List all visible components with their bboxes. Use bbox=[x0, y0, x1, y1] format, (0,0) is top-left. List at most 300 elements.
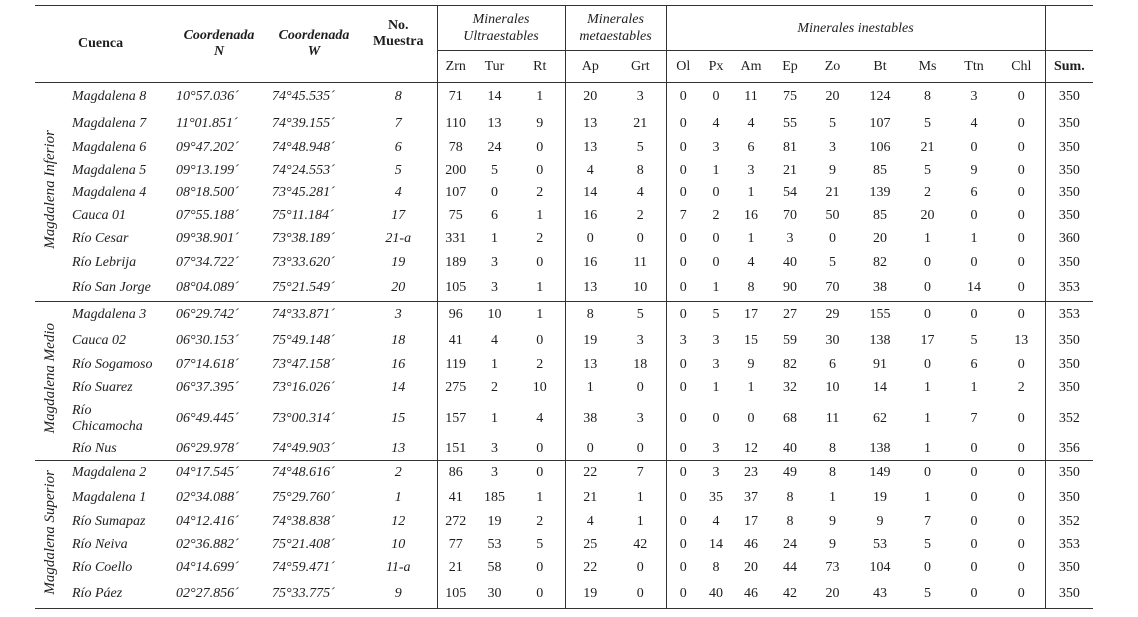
cell-grt: 4 bbox=[636, 185, 644, 200]
cell-ttn: 0 bbox=[970, 208, 978, 223]
header-minerales-ultraestables bbox=[437, 6, 565, 51]
cell-bt: 62 bbox=[873, 410, 888, 426]
cell-sum: 350 bbox=[1045, 182, 1093, 205]
cell-ap: 19 bbox=[565, 329, 615, 353]
group-label-cell bbox=[35, 302, 65, 461]
cell-coordenada-n: 07°55.188´ bbox=[176, 208, 239, 223]
table-row bbox=[35, 534, 1093, 556]
cell-ms: 8 bbox=[924, 89, 932, 105]
header-ultraestables-line2: Ultraestables bbox=[463, 29, 539, 44]
cell-ap: 21 bbox=[565, 486, 615, 510]
cell-coordenada-n: 10°57.036´ bbox=[176, 89, 239, 105]
cell-zo: 8 bbox=[810, 439, 855, 461]
header-sum-spacer bbox=[1045, 6, 1093, 51]
table-row bbox=[35, 377, 1093, 399]
cell-chl: 0 bbox=[998, 439, 1045, 461]
cell-px: 3 bbox=[712, 465, 720, 481]
cell-ms: 0 bbox=[924, 560, 932, 575]
cell-am: 4 bbox=[747, 255, 755, 270]
cell-tur: 1 bbox=[491, 356, 498, 372]
cell-coordenada-w: 74°49.903´ bbox=[268, 439, 360, 461]
cell-sum: 360 bbox=[1045, 228, 1093, 251]
cell-coordenada-n: 09°47.202´ bbox=[176, 140, 239, 155]
cell-px: 4 bbox=[712, 513, 720, 529]
cell-coordenada-n: 02°27.856´ bbox=[170, 581, 268, 609]
cell-muestra: 6 bbox=[394, 140, 402, 155]
cell-zo: 20 bbox=[810, 581, 855, 609]
cell-cuenca: Río Coello bbox=[72, 560, 133, 575]
cell-chl: 13 bbox=[1014, 332, 1029, 348]
cell-coordenada-w: 75°21.408´ bbox=[272, 536, 335, 552]
cell-ap: 22 bbox=[565, 461, 615, 486]
cell-sum: 350 bbox=[1045, 581, 1093, 609]
cell-ol: 0 bbox=[666, 182, 700, 205]
cell-ol: 0 bbox=[666, 137, 700, 160]
cell-ep: 42 bbox=[770, 581, 810, 609]
cell-tur: 30 bbox=[474, 581, 515, 609]
header-px: Px bbox=[700, 51, 732, 83]
header-coordenada-w-line2: W bbox=[307, 44, 321, 59]
cell-rt: 5 bbox=[536, 536, 544, 552]
cell-bt: 38 bbox=[855, 276, 905, 302]
cell-zo: 5 bbox=[829, 255, 837, 270]
cell-ttn: 3 bbox=[970, 89, 978, 105]
cell-ap: 0 bbox=[565, 439, 615, 461]
cell-cuenca: Río Lebrija bbox=[72, 255, 137, 270]
cell-grt: 42 bbox=[633, 536, 648, 552]
cell-ep: 44 bbox=[783, 560, 798, 575]
cell-cuenca: Río Sogamoso bbox=[72, 356, 153, 372]
cell-coordenada-w: 74°38.838´ bbox=[272, 513, 335, 529]
header-ttn: Ttn bbox=[950, 51, 998, 83]
cell-chl: 0 bbox=[1017, 356, 1025, 372]
cell-muestra: 12 bbox=[391, 513, 406, 529]
cell-ms: 0 bbox=[924, 356, 932, 372]
table-row bbox=[35, 329, 1093, 353]
cell-rt: 2 bbox=[536, 231, 544, 246]
cell-coordenada-n: 04°14.699´ bbox=[176, 560, 239, 575]
header-minerales-metaestables bbox=[565, 6, 666, 51]
cell-am: 0 bbox=[747, 410, 755, 426]
cell-grt: 7 bbox=[636, 465, 644, 481]
table-row bbox=[35, 353, 1093, 377]
cell-ep: 49 bbox=[783, 465, 798, 481]
cell-tur: 3 bbox=[474, 276, 515, 302]
cell-ol: 0 bbox=[666, 112, 700, 137]
cell-bt: 85 bbox=[873, 162, 888, 178]
cell-ap: 16 bbox=[565, 251, 615, 276]
cell-coordenada-n: 08°04.089´ bbox=[170, 276, 268, 302]
cell-am: 15 bbox=[744, 332, 759, 348]
cell-coordenada-w: 73°16.026´ bbox=[272, 379, 335, 395]
cell-grt: 18 bbox=[633, 356, 648, 372]
cell-muestra: 1 bbox=[394, 489, 402, 505]
cell-ms: 5 bbox=[924, 162, 932, 178]
cell-ap: 4 bbox=[565, 160, 615, 182]
cell-coordenada-w: 73°47.158´ bbox=[272, 356, 335, 372]
cell-ol: 0 bbox=[666, 556, 700, 581]
cell-zrn: 105 bbox=[437, 276, 474, 302]
cell-ep: 90 bbox=[770, 276, 810, 302]
header-coordenada-w bbox=[268, 6, 360, 83]
cell-bt: 91 bbox=[873, 356, 888, 372]
header-chl: Chl bbox=[998, 51, 1045, 83]
cell-zrn: 41 bbox=[437, 329, 474, 353]
cell-cuenca: Río Chicamocha bbox=[72, 402, 143, 434]
cell-cuenca: Río Sumapaz bbox=[72, 513, 146, 529]
cell-sum: 353 bbox=[1045, 276, 1093, 302]
cell-coordenada-w: 74°24.553´ bbox=[272, 162, 335, 178]
cell-coordenada-w: 74°48.948´ bbox=[272, 140, 335, 155]
header-group-spacer bbox=[35, 6, 65, 83]
header-no-muestra-line1: No. bbox=[387, 18, 409, 33]
table-body bbox=[35, 83, 1093, 609]
header-ol: Ol bbox=[666, 51, 700, 83]
cell-ms: 1 bbox=[924, 379, 932, 395]
cell-rt: 1 bbox=[536, 489, 544, 505]
cell-grt: 10 bbox=[615, 276, 666, 302]
cell-chl: 0 bbox=[1017, 255, 1025, 270]
cell-rt: 0 bbox=[515, 581, 565, 609]
cell-grt: 21 bbox=[633, 116, 648, 131]
cell-ttn: 4 bbox=[970, 116, 978, 131]
cell-bt: 106 bbox=[869, 140, 891, 155]
cell-coordenada-n: 11°01.851´ bbox=[176, 116, 238, 131]
cell-cuenca: Río Suarez bbox=[72, 379, 133, 395]
cell-cuenca: Magdalena 7 bbox=[72, 116, 147, 131]
cell-ap: 14 bbox=[565, 182, 615, 205]
cell-zo: 29 bbox=[825, 307, 840, 323]
cell-bt: 149 bbox=[869, 465, 891, 481]
cell-zrn: 86 bbox=[437, 461, 474, 486]
cell-muestra: 8 bbox=[394, 89, 402, 105]
cell-muestra: 2 bbox=[394, 465, 402, 481]
cell-muestra: 20 bbox=[360, 276, 437, 302]
cell-grt: 8 bbox=[636, 162, 644, 178]
cell-chl: 0 bbox=[1017, 231, 1025, 246]
cell-zrn: 96 bbox=[437, 302, 474, 329]
cell-ms: 1 bbox=[924, 231, 932, 246]
cell-tur: 10 bbox=[487, 307, 502, 323]
cell-ap: 8 bbox=[565, 302, 615, 329]
cell-coordenada-n: 04°12.416´ bbox=[176, 513, 239, 529]
cell-sum: 350 bbox=[1045, 377, 1093, 399]
cell-chl: 0 bbox=[998, 276, 1045, 302]
cell-zrn: 71 bbox=[437, 83, 474, 112]
cell-chl: 0 bbox=[1017, 536, 1025, 552]
cell-ol: 0 bbox=[666, 581, 700, 609]
heavy-minerals-table bbox=[35, 5, 1093, 609]
cell-zrn: 119 bbox=[437, 353, 474, 377]
cell-tur: 4 bbox=[491, 332, 498, 348]
cell-grt: 0 bbox=[636, 560, 644, 575]
cell-ap: 19 bbox=[565, 581, 615, 609]
cell-coordenada-w: 74°45.535´ bbox=[272, 89, 335, 105]
cell-px: 3 bbox=[712, 332, 720, 348]
cell-grt: 1 bbox=[636, 489, 644, 505]
table-row bbox=[35, 251, 1093, 276]
cell-grt: 3 bbox=[636, 89, 644, 105]
cell-ttn: 0 bbox=[970, 560, 978, 575]
cell-ap: 1 bbox=[565, 377, 615, 399]
cell-bt: 20 bbox=[873, 231, 888, 246]
cell-chl: 0 bbox=[1017, 465, 1025, 481]
cell-bt: 139 bbox=[869, 185, 891, 200]
cell-ttn: 7 bbox=[970, 410, 978, 426]
cell-cuenca: Magdalena 1 bbox=[72, 489, 147, 505]
cell-ep: 21 bbox=[783, 162, 798, 178]
cell-ttn: 1 bbox=[970, 379, 978, 395]
cell-bt: 82 bbox=[873, 255, 888, 270]
table-row bbox=[35, 160, 1093, 182]
cell-am: 12 bbox=[732, 439, 770, 461]
cell-coordenada-w: 75°21.549´ bbox=[268, 276, 360, 302]
cell-ol: 0 bbox=[666, 399, 700, 439]
cell-tur: 3 bbox=[474, 439, 515, 461]
cell-ep: 32 bbox=[783, 379, 798, 395]
table-row bbox=[35, 276, 1093, 302]
header-ep: Ep bbox=[770, 51, 810, 83]
cell-zo: 1 bbox=[829, 489, 837, 505]
cell-am: 3 bbox=[747, 162, 755, 178]
header-am: Am bbox=[732, 51, 770, 83]
cell-tur: 14 bbox=[487, 89, 502, 105]
header-no-muestra bbox=[360, 6, 437, 83]
cell-muestra: 18 bbox=[391, 332, 406, 348]
header-bt: Bt bbox=[855, 51, 905, 83]
cell-rt: 0 bbox=[515, 439, 565, 461]
cell-ttn: 0 bbox=[970, 465, 978, 481]
group-label: Magdalena Superior bbox=[42, 469, 58, 595]
cell-sum: 350 bbox=[1045, 251, 1093, 276]
cell-zo: 5 bbox=[829, 116, 837, 131]
cell-zrn: 41 bbox=[437, 486, 474, 510]
cell-coordenada-w: 75°11.184´ bbox=[272, 208, 334, 223]
cell-ap: 13 bbox=[565, 112, 615, 137]
cell-ep: 82 bbox=[783, 356, 798, 372]
table-row bbox=[35, 510, 1093, 534]
cell-ttn: 0 bbox=[970, 307, 978, 323]
cell-sum: 350 bbox=[1045, 329, 1093, 353]
cell-zrn: 78 bbox=[437, 137, 474, 160]
cell-am: 4 bbox=[747, 116, 755, 131]
cell-ttn: 0 bbox=[970, 536, 978, 552]
cell-zo: 73 bbox=[825, 560, 840, 575]
cell-coordenada-w: 73°33.620´ bbox=[272, 255, 335, 270]
cell-sum: 350 bbox=[1045, 112, 1093, 137]
cell-ol: 0 bbox=[666, 83, 700, 112]
cell-grt: 3 bbox=[636, 410, 644, 426]
cell-ttn: 5 bbox=[970, 332, 978, 348]
cell-bt: 107 bbox=[869, 116, 891, 131]
cell-ms: 2 bbox=[924, 185, 932, 200]
cell-chl: 0 bbox=[1017, 116, 1025, 131]
cell-ol: 0 bbox=[666, 461, 700, 486]
cell-ol: 0 bbox=[666, 160, 700, 182]
cell-ep: 70 bbox=[783, 208, 798, 223]
cell-sum: 352 bbox=[1045, 399, 1093, 439]
cell-am: 46 bbox=[744, 536, 759, 552]
header-ultraestables-line1: Minerales bbox=[472, 12, 530, 27]
cell-am: 8 bbox=[732, 276, 770, 302]
cell-grt: 0 bbox=[636, 379, 644, 395]
cell-muestra: 14 bbox=[391, 379, 406, 395]
cell-ol: 0 bbox=[666, 251, 700, 276]
cell-zrn: 151 bbox=[437, 439, 474, 461]
cell-zo: 70 bbox=[810, 276, 855, 302]
cell-am: 9 bbox=[747, 356, 755, 372]
cell-coordenada-w: 74°48.616´ bbox=[272, 465, 335, 481]
cell-tur: 185 bbox=[484, 489, 505, 505]
cell-zo: 9 bbox=[829, 162, 837, 178]
cell-cuenca: Magdalena 3 bbox=[72, 307, 147, 323]
header-minerales-inestables: Minerales inestables bbox=[666, 6, 1045, 51]
cell-ap: 4 bbox=[565, 510, 615, 534]
header-coordenada-n-line1: Coordenada bbox=[183, 28, 255, 43]
cell-coordenada-n: 02°36.882´ bbox=[176, 536, 239, 552]
cell-zo: 21 bbox=[825, 185, 840, 200]
cell-px: 0 bbox=[712, 89, 720, 105]
cell-ol: 0 bbox=[666, 276, 700, 302]
cell-rt: 1 bbox=[536, 208, 544, 223]
cell-muestra: 11-a bbox=[385, 560, 411, 575]
cell-cuenca: Cauca 01 bbox=[72, 208, 127, 223]
cell-sum: 350 bbox=[1045, 160, 1093, 182]
cell-px: 2 bbox=[712, 208, 720, 223]
cell-ol: 0 bbox=[666, 353, 700, 377]
cell-rt: 0 bbox=[536, 140, 544, 155]
cell-ep: 75 bbox=[783, 89, 798, 105]
cell-ms: 7 bbox=[924, 513, 932, 529]
group-label-cell bbox=[35, 461, 65, 609]
cell-sum: 350 bbox=[1045, 461, 1093, 486]
cell-muestra: 10 bbox=[391, 536, 406, 552]
cell-muestra: 4 bbox=[394, 185, 402, 200]
cell-ol: 0 bbox=[666, 439, 700, 461]
cell-ms: 1 bbox=[905, 439, 950, 461]
cell-rt: 0 bbox=[536, 465, 544, 481]
cell-tur: 3 bbox=[491, 465, 498, 481]
cell-coordenada-n: 07°34.722´ bbox=[176, 255, 239, 270]
table-row bbox=[35, 581, 1093, 609]
cell-px: 1 bbox=[712, 379, 720, 395]
cell-chl: 0 bbox=[1017, 307, 1025, 323]
cell-coordenada-w: 74°33.871´ bbox=[272, 307, 335, 323]
cell-rt: 2 bbox=[536, 185, 544, 200]
cell-bt: 19 bbox=[873, 489, 888, 505]
cell-bt: 104 bbox=[869, 560, 891, 575]
cell-bt: 138 bbox=[855, 439, 905, 461]
cell-grt: 5 bbox=[636, 307, 644, 323]
header-rt: Rt bbox=[515, 51, 565, 83]
cell-px: 3 bbox=[712, 140, 720, 155]
cell-ttn: 9 bbox=[970, 162, 978, 178]
cell-ms: 0 bbox=[924, 255, 932, 270]
cell-px: 4 bbox=[712, 116, 720, 131]
table-row bbox=[35, 182, 1093, 205]
cell-am: 23 bbox=[744, 465, 759, 481]
cell-zrn: 110 bbox=[437, 112, 474, 137]
cell-sum: 350 bbox=[1045, 83, 1093, 112]
cell-ms: 0 bbox=[924, 307, 932, 323]
header-ms: Ms bbox=[905, 51, 950, 83]
cell-chl: 0 bbox=[1017, 162, 1025, 178]
cell-grt: 5 bbox=[636, 140, 644, 155]
cell-tur: 1 bbox=[491, 231, 498, 246]
cell-ms: 5 bbox=[924, 116, 932, 131]
cell-ms: 1 bbox=[924, 489, 932, 505]
cell-rt: 1 bbox=[536, 307, 544, 323]
table-row bbox=[35, 137, 1093, 160]
cell-coordenada-n: 06°37.395´ bbox=[176, 379, 239, 395]
cell-bt: 43 bbox=[855, 581, 905, 609]
cell-ap: 22 bbox=[565, 556, 615, 581]
cell-ms: 0 bbox=[905, 276, 950, 302]
header-coordenada-n bbox=[170, 6, 268, 83]
cell-zrn: 77 bbox=[437, 534, 474, 556]
cell-rt: 9 bbox=[536, 116, 544, 131]
cell-zo: 30 bbox=[825, 332, 840, 348]
cell-ep: 3 bbox=[786, 231, 794, 246]
cell-muestra: 5 bbox=[394, 162, 402, 178]
cell-ms: 21 bbox=[920, 140, 935, 155]
cell-px: 14 bbox=[709, 536, 724, 552]
cell-bt: 85 bbox=[873, 208, 888, 223]
cell-ep: 55 bbox=[783, 116, 798, 131]
cell-zo: 11 bbox=[825, 410, 840, 426]
header-coordenada-w-line1: Coordenada bbox=[278, 28, 350, 43]
table-row bbox=[35, 205, 1093, 228]
cell-px: 1 bbox=[700, 276, 732, 302]
cell-tur: 6 bbox=[491, 208, 498, 223]
cell-tur: 58 bbox=[487, 560, 502, 575]
cell-sum: 353 bbox=[1045, 534, 1093, 556]
cell-ap: 13 bbox=[565, 137, 615, 160]
cell-bt: 138 bbox=[869, 332, 891, 348]
cell-rt: 1 bbox=[536, 89, 544, 105]
cell-bt: 14 bbox=[873, 379, 888, 395]
cell-zrn: 275 bbox=[437, 377, 474, 399]
cell-px: 0 bbox=[712, 410, 720, 426]
cell-ttn: 0 bbox=[950, 439, 998, 461]
cell-coordenada-n: 06°30.153´ bbox=[176, 332, 239, 348]
cell-ap: 13 bbox=[565, 353, 615, 377]
cell-grt: 2 bbox=[636, 208, 644, 223]
cell-ol: 0 bbox=[666, 510, 700, 534]
header-no-muestra-line2: Muestra bbox=[372, 34, 424, 49]
cell-ep: 81 bbox=[783, 140, 798, 155]
cell-rt: 0 bbox=[536, 560, 544, 575]
cell-am: 1 bbox=[747, 231, 755, 246]
cell-ap: 16 bbox=[565, 205, 615, 228]
cell-sum: 356 bbox=[1045, 439, 1093, 461]
cell-chl: 0 bbox=[1017, 513, 1025, 529]
cell-coordenada-w: 75°49.148´ bbox=[272, 332, 335, 348]
cell-px: 3 bbox=[700, 439, 732, 461]
cell-ep: 40 bbox=[770, 439, 810, 461]
cell-grt: 3 bbox=[636, 332, 644, 348]
header-metaestables-line1: Minerales bbox=[587, 12, 644, 27]
cell-coordenada-w: 73°45.281´ bbox=[272, 185, 335, 200]
cell-ap: 38 bbox=[565, 399, 615, 439]
cell-chl: 0 bbox=[1017, 140, 1025, 155]
cell-coordenada-n: 06°29.742´ bbox=[176, 307, 239, 323]
cell-muestra: 9 bbox=[360, 581, 437, 609]
cell-am: 1 bbox=[747, 185, 755, 200]
table-row bbox=[35, 302, 1093, 329]
cell-coordenada-n: 06°49.445´ bbox=[176, 410, 239, 426]
cell-zo: 9 bbox=[829, 536, 837, 552]
